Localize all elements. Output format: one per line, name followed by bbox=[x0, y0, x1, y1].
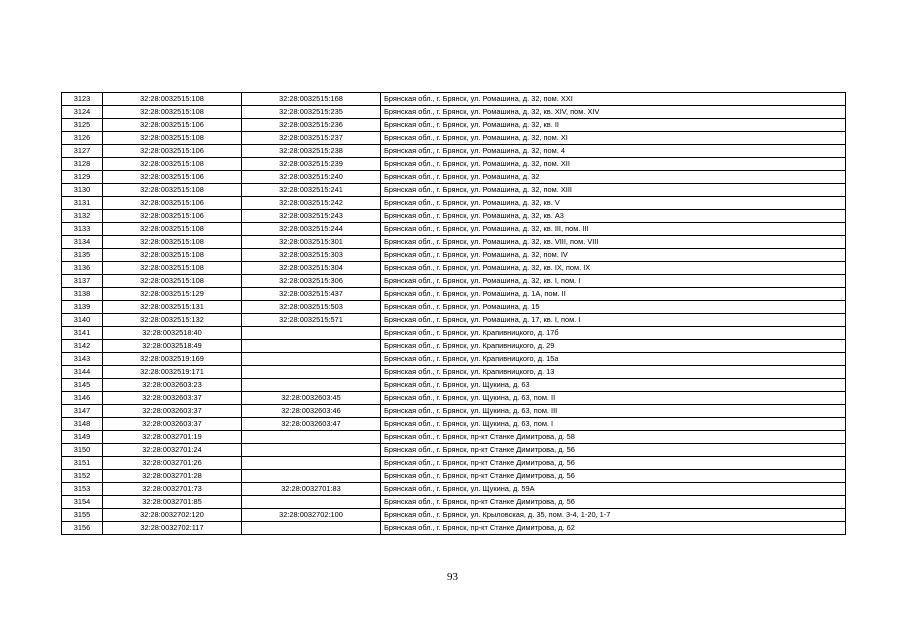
object-cadastral-cell: 32:28:0032515:503 bbox=[242, 301, 381, 314]
object-cadastral-cell bbox=[242, 327, 381, 340]
object-cadastral-cell: 32:28:0032515:306 bbox=[242, 275, 381, 288]
table-row bbox=[62, 392, 846, 405]
table-row bbox=[62, 262, 846, 275]
address-cell: Брянская обл., г. Брянск, ул. Щукина, д. 63, пом. II bbox=[381, 392, 846, 405]
table-row bbox=[62, 301, 846, 314]
land-plot-cadastral-cell: 32:28:0032515:132 bbox=[103, 314, 242, 327]
land-plot-cadastral-cell: 32:28:0032515:108 bbox=[103, 132, 242, 145]
address-cell: Брянская обл., г. Брянск, ул. Щукина, д. 63, пом. I bbox=[381, 418, 846, 431]
table-row bbox=[62, 93, 846, 106]
address-cell: Брянская обл., г. Брянск, ул. Щукина, д. 59А bbox=[381, 483, 846, 496]
object-cadastral-cell: 32:28:0032515:242 bbox=[242, 197, 381, 210]
table-row bbox=[62, 470, 846, 483]
address-cell: Брянская обл., г. Брянск, ул. Ромашина, д. 32, кв. А3 bbox=[381, 210, 846, 223]
object-cadastral-cell: 32:28:0032515:301 bbox=[242, 236, 381, 249]
cadastral-table bbox=[61, 92, 846, 535]
row-number-cell: 3145 bbox=[62, 379, 103, 392]
land-plot-cadastral-cell: 32:28:0032515:129 bbox=[103, 288, 242, 301]
row-number-cell: 3123 bbox=[62, 93, 103, 106]
row-number-cell: 3135 bbox=[62, 249, 103, 262]
table-row bbox=[62, 184, 846, 197]
object-cadastral-cell: 32:28:0032515:304 bbox=[242, 262, 381, 275]
object-cadastral-cell bbox=[242, 431, 381, 444]
object-cadastral-cell: 32:28:0032515:235 bbox=[242, 106, 381, 119]
row-number-cell: 3133 bbox=[62, 223, 103, 236]
table-row bbox=[62, 522, 846, 535]
object-cadastral-cell: 32:28:0032603:45 bbox=[242, 392, 381, 405]
row-number-cell: 3126 bbox=[62, 132, 103, 145]
table-row bbox=[62, 405, 846, 418]
row-number-cell: 3125 bbox=[62, 119, 103, 132]
land-plot-cadastral-cell: 32:28:0032518:40 bbox=[103, 327, 242, 340]
table-body bbox=[62, 93, 846, 535]
object-cadastral-cell: 32:28:0032515:236 bbox=[242, 119, 381, 132]
table-row bbox=[62, 418, 846, 431]
address-cell: Брянская обл., г. Брянск, пр-кт Станке Димитрова, д. 56 bbox=[381, 496, 846, 509]
table-row bbox=[62, 444, 846, 457]
table-row bbox=[62, 288, 846, 301]
table-row bbox=[62, 340, 846, 353]
row-number-cell: 3128 bbox=[62, 158, 103, 171]
object-cadastral-cell bbox=[242, 457, 381, 470]
land-plot-cadastral-cell: 32:28:0032701:73 bbox=[103, 483, 242, 496]
table-row bbox=[62, 210, 846, 223]
row-number-cell: 3143 bbox=[62, 353, 103, 366]
land-plot-cadastral-cell: 32:28:0032701:19 bbox=[103, 431, 242, 444]
row-number-cell: 3144 bbox=[62, 366, 103, 379]
row-number-cell: 3131 bbox=[62, 197, 103, 210]
table-row bbox=[62, 509, 846, 522]
row-number-cell: 3134 bbox=[62, 236, 103, 249]
object-cadastral-cell: 32:28:0032603:47 bbox=[242, 418, 381, 431]
object-cadastral-cell bbox=[242, 444, 381, 457]
address-cell: Брянская обл., г. Брянск, ул. Ромашина, д. 32, кв. IX, пом. IX bbox=[381, 262, 846, 275]
table-row bbox=[62, 379, 846, 392]
land-plot-cadastral-cell: 32:28:0032515:106 bbox=[103, 119, 242, 132]
address-cell: Брянская обл., г. Брянск, ул. Ромашина, д. 32, кв. V bbox=[381, 197, 846, 210]
object-cadastral-cell: 32:28:0032515:168 bbox=[242, 93, 381, 106]
object-cadastral-cell bbox=[242, 353, 381, 366]
row-number-cell: 3156 bbox=[62, 522, 103, 535]
table-row bbox=[62, 145, 846, 158]
row-number-cell: 3139 bbox=[62, 301, 103, 314]
table-row bbox=[62, 314, 846, 327]
address-cell: Брянская обл., г. Брянск, пр-кт Станке Димитрова, д. 56 bbox=[381, 457, 846, 470]
land-plot-cadastral-cell: 32:28:0032515:108 bbox=[103, 262, 242, 275]
land-plot-cadastral-cell: 32:28:0032515:106 bbox=[103, 171, 242, 184]
object-cadastral-cell bbox=[242, 522, 381, 535]
row-number-cell: 3147 bbox=[62, 405, 103, 418]
object-cadastral-cell: 32:28:0032515:241 bbox=[242, 184, 381, 197]
land-plot-cadastral-cell: 32:28:0032515:106 bbox=[103, 210, 242, 223]
address-cell: Брянская обл., г. Брянск, ул. Ромашина, д. 32, пом. XIII bbox=[381, 184, 846, 197]
land-plot-cadastral-cell: 32:28:0032519:169 bbox=[103, 353, 242, 366]
land-plot-cadastral-cell: 32:28:0032515:108 bbox=[103, 106, 242, 119]
row-number-cell: 3146 bbox=[62, 392, 103, 405]
address-cell: Брянская обл., г. Брянск, пр-кт Станке Димитрова, д. 58 bbox=[381, 431, 846, 444]
table-row bbox=[62, 431, 846, 444]
address-cell: Брянская обл., г. Брянск, пр-кт Станке Димитрова, д. 62 bbox=[381, 522, 846, 535]
table-row bbox=[62, 275, 846, 288]
row-number-cell: 3130 bbox=[62, 184, 103, 197]
object-cadastral-cell: 32:28:0032515:243 bbox=[242, 210, 381, 223]
address-cell: Брянская обл., г. Брянск, ул. Крапивницкого, д. 29 bbox=[381, 340, 846, 353]
address-cell: Брянская обл., г. Брянск, ул. Ромашина, д. 32, кв. I, пом. I bbox=[381, 275, 846, 288]
land-plot-cadastral-cell: 32:28:0032702:117 bbox=[103, 522, 242, 535]
address-cell: Брянская обл., г. Брянск, ул. Щукина, д. 63, пом. III bbox=[381, 405, 846, 418]
land-plot-cadastral-cell: 32:28:0032518:49 bbox=[103, 340, 242, 353]
address-cell: Брянская обл., г. Брянск, ул. Ромашина, д. 32 bbox=[381, 171, 846, 184]
table-row bbox=[62, 496, 846, 509]
table-row bbox=[62, 366, 846, 379]
object-cadastral-cell bbox=[242, 496, 381, 509]
address-cell: Брянская обл., г. Брянск, ул. Ромашина, д. 32, кв. VIII, пом. VIII bbox=[381, 236, 846, 249]
address-cell: Брянская обл., г. Брянск, ул. Крыловская, д. 35, пом. 3-4, 1-20, 1-7 bbox=[381, 509, 846, 522]
row-number-cell: 3151 bbox=[62, 457, 103, 470]
table-row bbox=[62, 457, 846, 470]
object-cadastral-cell: 32:28:0032515:437 bbox=[242, 288, 381, 301]
table-row bbox=[62, 223, 846, 236]
object-cadastral-cell: 32:28:0032515:571 bbox=[242, 314, 381, 327]
object-cadastral-cell: 32:28:0032515:240 bbox=[242, 171, 381, 184]
address-cell: Брянская обл., г. Брянск, пр-кт Станке Димитрова, д. 56 bbox=[381, 470, 846, 483]
land-plot-cadastral-cell: 32:28:0032603:23 bbox=[103, 379, 242, 392]
address-cell: Брянская обл., г. Брянск, ул. Ромашина, д. 32, кв. III, пом. III bbox=[381, 223, 846, 236]
address-cell: Брянская обл., г. Брянск, ул. Ромашина, д. 32, кв. II bbox=[381, 119, 846, 132]
row-number-cell: 3132 bbox=[62, 210, 103, 223]
address-cell: Брянская обл., г. Брянск, ул. Ромашина, д. 32, пом. IV bbox=[381, 249, 846, 262]
table-row bbox=[62, 106, 846, 119]
table-row bbox=[62, 483, 846, 496]
object-cadastral-cell bbox=[242, 379, 381, 392]
object-cadastral-cell bbox=[242, 470, 381, 483]
row-number-cell: 3153 bbox=[62, 483, 103, 496]
table-row bbox=[62, 197, 846, 210]
row-number-cell: 3138 bbox=[62, 288, 103, 301]
page-number: 93 bbox=[447, 571, 458, 583]
address-cell: Брянская обл., г. Брянск, ул. Ромашина, д. 32, пом. XXI bbox=[381, 93, 846, 106]
row-number-cell: 3137 bbox=[62, 275, 103, 288]
row-number-cell: 3150 bbox=[62, 444, 103, 457]
land-plot-cadastral-cell: 32:28:0032515:108 bbox=[103, 275, 242, 288]
address-cell: Брянская обл., г. Брянск, ул. Ромашина, д. 32, пом. XII bbox=[381, 158, 846, 171]
land-plot-cadastral-cell: 32:28:0032515:108 bbox=[103, 184, 242, 197]
row-number-cell: 3149 bbox=[62, 431, 103, 444]
land-plot-cadastral-cell: 32:28:0032515:106 bbox=[103, 145, 242, 158]
row-number-cell: 3141 bbox=[62, 327, 103, 340]
address-cell: Брянская обл., г. Брянск, ул. Крапивницкого, д. 15а bbox=[381, 353, 846, 366]
row-number-cell: 3152 bbox=[62, 470, 103, 483]
object-cadastral-cell: 32:28:0032701:83 bbox=[242, 483, 381, 496]
land-plot-cadastral-cell: 32:28:0032515:131 bbox=[103, 301, 242, 314]
table-row bbox=[62, 119, 846, 132]
object-cadastral-cell: 32:28:0032515:239 bbox=[242, 158, 381, 171]
land-plot-cadastral-cell: 32:28:0032519:171 bbox=[103, 366, 242, 379]
land-plot-cadastral-cell: 32:28:0032515:106 bbox=[103, 197, 242, 210]
land-plot-cadastral-cell: 32:28:0032701:28 bbox=[103, 470, 242, 483]
row-number-cell: 3136 bbox=[62, 262, 103, 275]
table-row bbox=[62, 158, 846, 171]
table-row bbox=[62, 132, 846, 145]
table-row bbox=[62, 327, 846, 340]
address-cell: Брянская обл., г. Брянск, ул. Ромашина, д. 32, пом. XI bbox=[381, 132, 846, 145]
object-cadastral-cell: 32:28:0032515:237 bbox=[242, 132, 381, 145]
object-cadastral-cell: 32:28:0032515:238 bbox=[242, 145, 381, 158]
land-plot-cadastral-cell: 32:28:0032701:85 bbox=[103, 496, 242, 509]
table-row bbox=[62, 249, 846, 262]
object-cadastral-cell bbox=[242, 340, 381, 353]
row-number-cell: 3127 bbox=[62, 145, 103, 158]
object-cadastral-cell: 32:28:0032515:303 bbox=[242, 249, 381, 262]
land-plot-cadastral-cell: 32:28:0032603:37 bbox=[103, 405, 242, 418]
object-cadastral-cell: 32:28:0032603:46 bbox=[242, 405, 381, 418]
land-plot-cadastral-cell: 32:28:0032515:108 bbox=[103, 249, 242, 262]
address-cell: Брянская обл., г. Брянск, пр-кт Станке Димитрова, д. 56 bbox=[381, 444, 846, 457]
address-cell: Брянская обл., г. Брянск, ул. Крапивницкого, д. 17б bbox=[381, 327, 846, 340]
row-number-cell: 3124 bbox=[62, 106, 103, 119]
row-number-cell: 3154 bbox=[62, 496, 103, 509]
row-number-cell: 3140 bbox=[62, 314, 103, 327]
row-number-cell: 3129 bbox=[62, 171, 103, 184]
address-cell: Брянская обл., г. Брянск, ул. Ромашина, д. 1А, пом. II bbox=[381, 288, 846, 301]
address-cell: Брянская обл., г. Брянск, ул. Крапивницкого, д. 13 bbox=[381, 366, 846, 379]
land-plot-cadastral-cell: 32:28:0032701:24 bbox=[103, 444, 242, 457]
address-cell: Брянская обл., г. Брянск, ул. Щукина, д. 63 bbox=[381, 379, 846, 392]
object-cadastral-cell: 32:28:0032515:244 bbox=[242, 223, 381, 236]
table-row bbox=[62, 171, 846, 184]
table-row bbox=[62, 236, 846, 249]
address-cell: Брянская обл., г. Брянск, ул. Ромашина, д. 17, кв. I, пом. I bbox=[381, 314, 846, 327]
row-number-cell: 3155 bbox=[62, 509, 103, 522]
row-number-cell: 3148 bbox=[62, 418, 103, 431]
object-cadastral-cell bbox=[242, 366, 381, 379]
row-number-cell: 3142 bbox=[62, 340, 103, 353]
address-cell: Брянская обл., г. Брянск, ул. Ромашина, д. 32, кв. XIV, пом. XIV bbox=[381, 106, 846, 119]
address-cell: Брянская обл., г. Брянск, ул. Ромашина, д. 15 bbox=[381, 301, 846, 314]
land-plot-cadastral-cell: 32:28:0032515:108 bbox=[103, 158, 242, 171]
object-cadastral-cell: 32:28:0032702:100 bbox=[242, 509, 381, 522]
table-row bbox=[62, 353, 846, 366]
land-plot-cadastral-cell: 32:28:0032515:108 bbox=[103, 236, 242, 249]
land-plot-cadastral-cell: 32:28:0032603:37 bbox=[103, 418, 242, 431]
land-plot-cadastral-cell: 32:28:0032515:108 bbox=[103, 93, 242, 106]
land-plot-cadastral-cell: 32:28:0032702:120 bbox=[103, 509, 242, 522]
address-cell: Брянская обл., г. Брянск, ул. Ромашина, д. 32, пом. 4 bbox=[381, 145, 846, 158]
land-plot-cadastral-cell: 32:28:0032701:26 bbox=[103, 457, 242, 470]
land-plot-cadastral-cell: 32:28:0032515:108 bbox=[103, 223, 242, 236]
land-plot-cadastral-cell: 32:28:0032603:37 bbox=[103, 392, 242, 405]
